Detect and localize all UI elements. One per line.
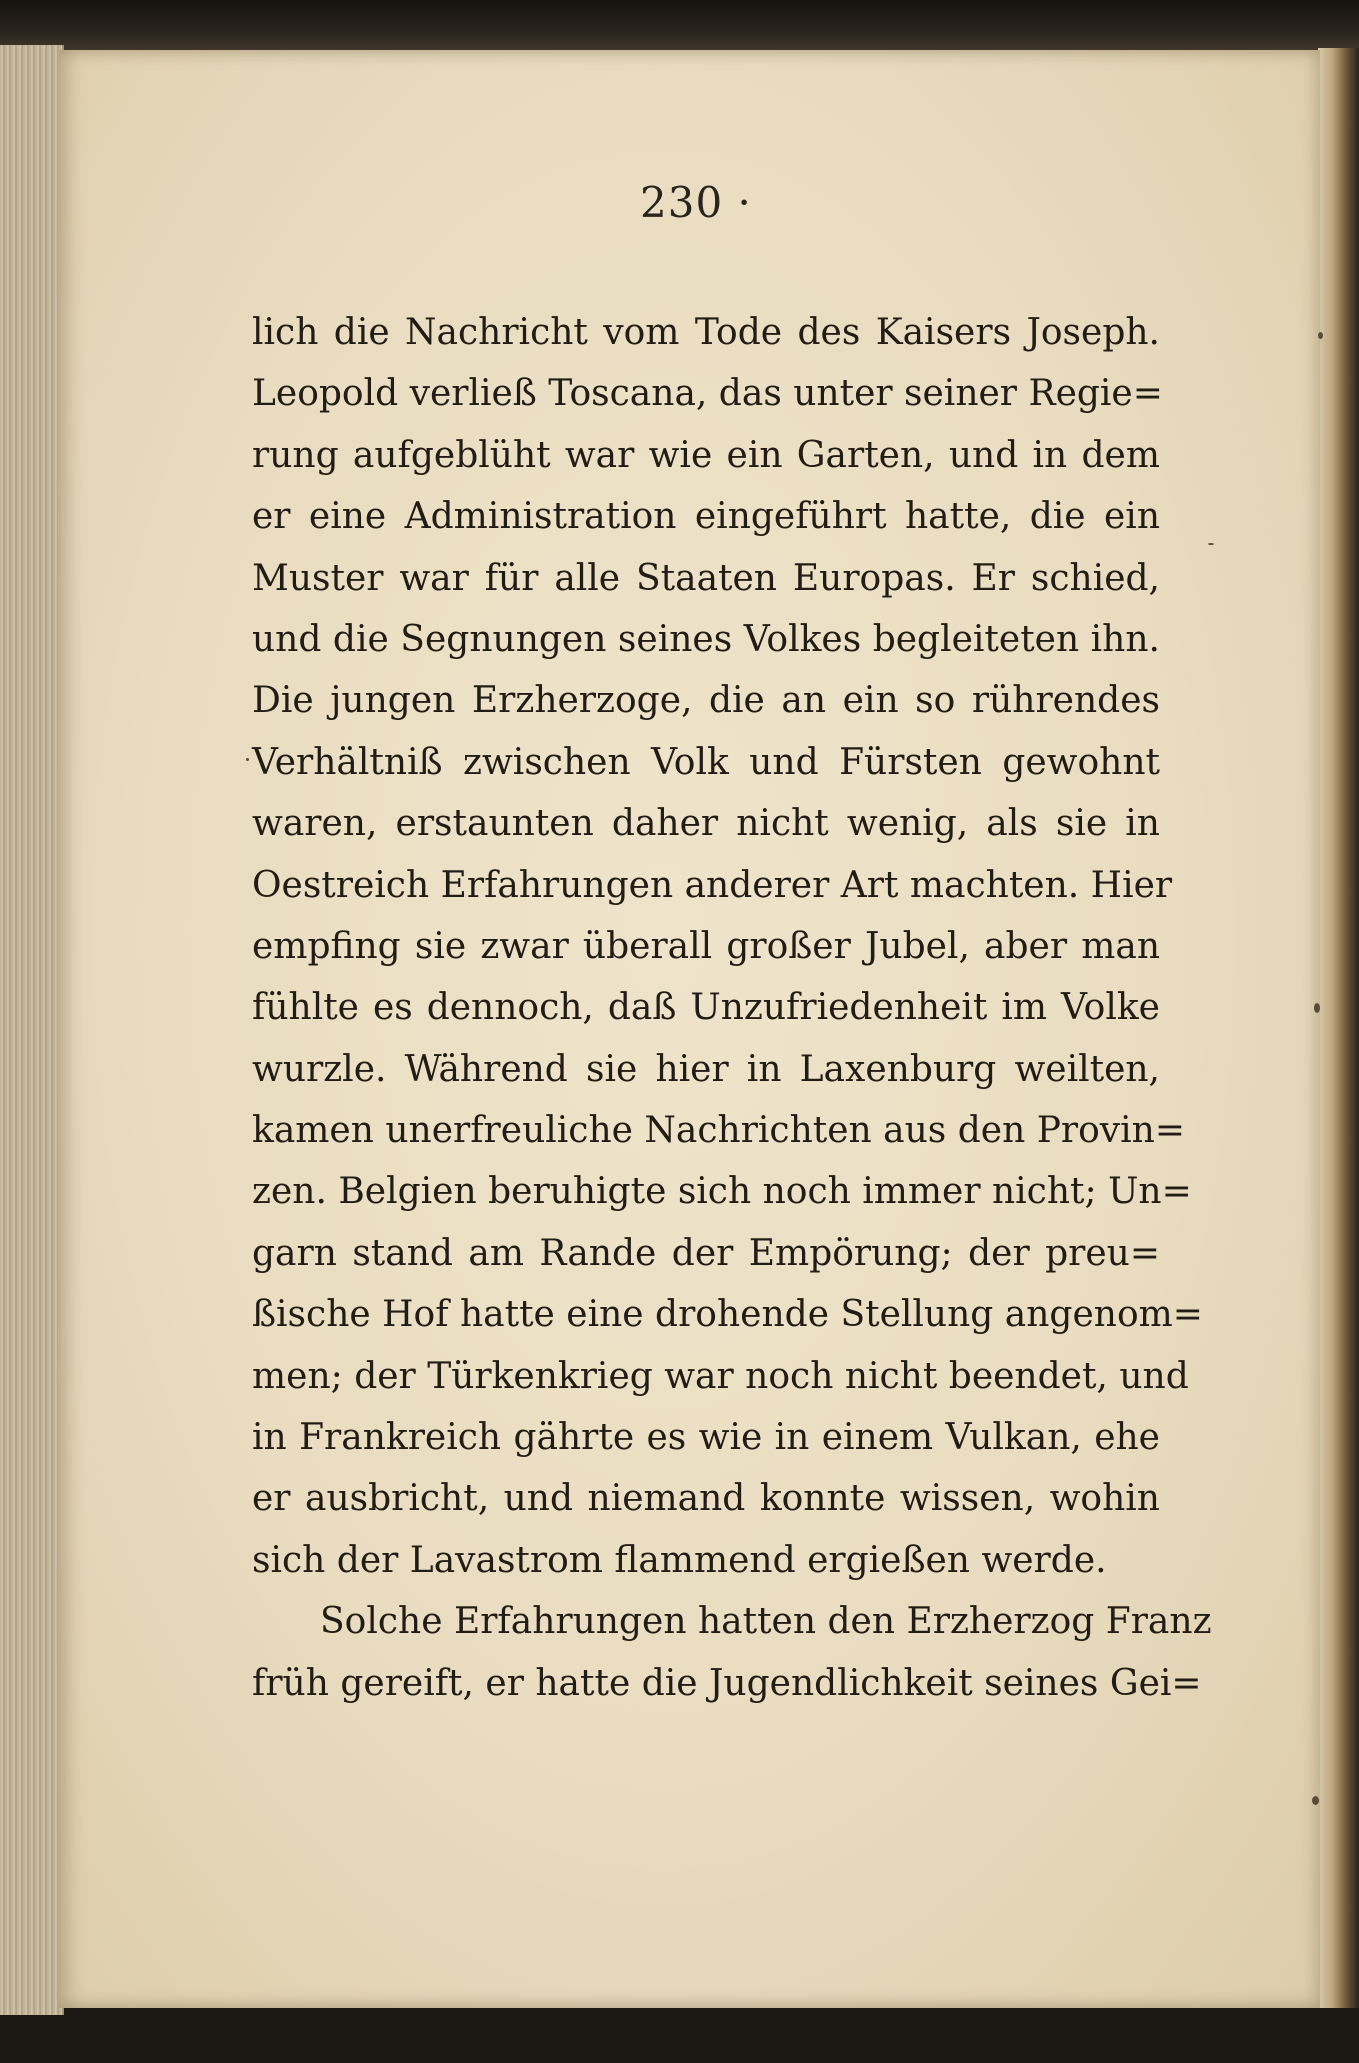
text-line-14: kamen unerfreuliche Nachrichten aus den Provin= bbox=[252, 1110, 1186, 1152]
text-line-16: garn stand am Rande der Empörung; der preu= bbox=[252, 1232, 1160, 1274]
paper-speck bbox=[1312, 1796, 1319, 1805]
paper-speck bbox=[246, 758, 249, 761]
text-line-21: sich der Lavastrom flammend ergießen werde. bbox=[252, 1539, 1107, 1581]
book-right-edge bbox=[1318, 48, 1359, 2008]
text-line-10: Oestreich Erfahrungen anderer Art machten. Hier bbox=[252, 864, 1173, 906]
text-line-8: Verhältniß zwischen Volk und Fürsten gewohnt bbox=[252, 741, 1160, 783]
text-line-23: früh gereift, er hatte die Jugendlichkeit seines Gei= bbox=[252, 1662, 1202, 1704]
text-line-1: lich die Nachricht vom Tode des Kaisers Joseph. bbox=[252, 312, 1160, 353]
text-line-3: rung aufgeblüht war wie ein Garten, und in dem bbox=[252, 434, 1160, 476]
text-line-13: wurzle. Während sie hier in Laxenburg weilten, bbox=[252, 1048, 1160, 1090]
text-line-19: in Frankreich gährte es wie in einem Vulkan, ehe bbox=[252, 1417, 1160, 1459]
text-line-20: er ausbricht, und niemand konnte wissen, wohin bbox=[252, 1478, 1160, 1520]
text-line-17: ßische Hof hatte eine drohende Stellung angenom= bbox=[252, 1294, 1203, 1336]
text-line-4: er eine Administration eingeführt hatte, die ein bbox=[252, 496, 1160, 538]
text-line-12: fühlte es dennoch, daß Unzufriedenheit im Volke bbox=[252, 987, 1160, 1029]
paper-speck bbox=[1318, 332, 1323, 339]
body-text bbox=[252, 302, 1212, 1714]
text-line-7: Die jungen Erzherzoge, die an ein so rührendes bbox=[252, 680, 1160, 722]
text-line-2: Leopold verließ Toscana, das unter seiner Regie= bbox=[252, 373, 1163, 415]
page-stack-edge bbox=[0, 45, 64, 2015]
paper-speck bbox=[1208, 543, 1214, 545]
text-line-5: Muster war für alle Staaten Europas. Er schied, bbox=[252, 557, 1160, 599]
text-line-6: und die Segnungen seines Volkes begleiteten ihn. bbox=[252, 618, 1160, 660]
text-line-15: zen. Belgien beruhigte sich noch immer nicht; Un= bbox=[252, 1171, 1192, 1213]
page-number: 230 · bbox=[640, 178, 752, 227]
text-line-22: Solche Erfahrungen hatten den Erzherzog Franz bbox=[320, 1601, 1212, 1643]
text-line-18: men; der Türkenkrieg war noch nicht beendet, und bbox=[252, 1355, 1189, 1397]
text-line-9: waren, erstaunten daher nicht wenig, als sie in bbox=[252, 803, 1160, 845]
text-line-11: empfing sie zwar überall großer Jubel, aber man bbox=[252, 925, 1160, 967]
paper-speck bbox=[1314, 1003, 1320, 1013]
